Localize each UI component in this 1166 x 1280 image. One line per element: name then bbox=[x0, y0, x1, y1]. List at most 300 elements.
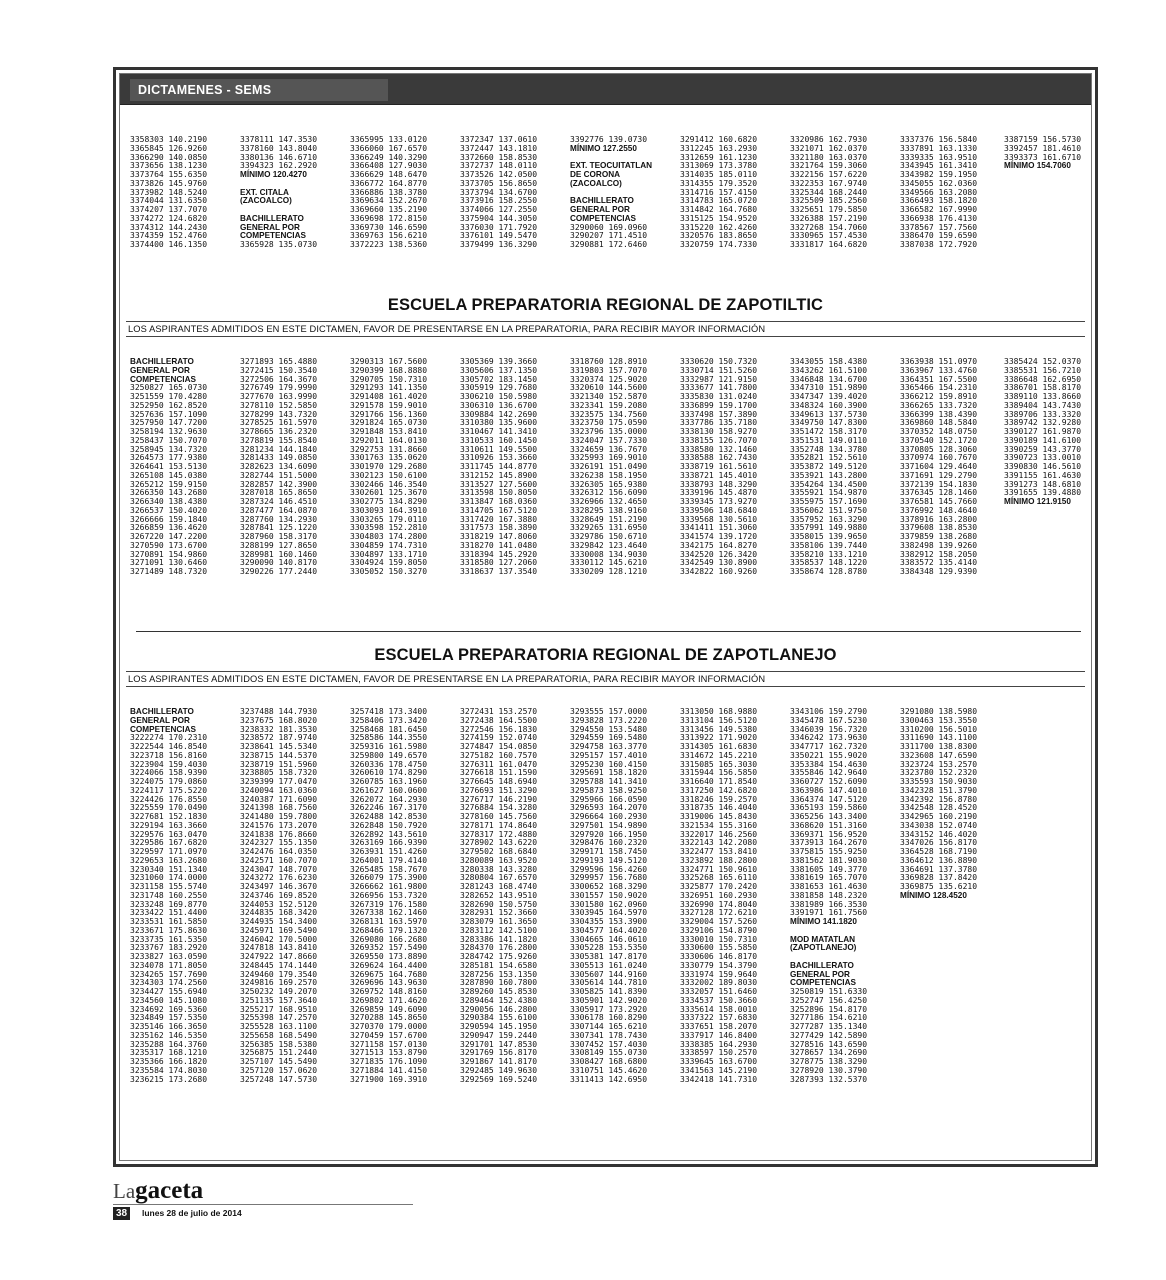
result-entry: 3369763 156.6210 bbox=[350, 231, 428, 241]
group-label: GENERAL POR bbox=[790, 969, 850, 979]
section-header-bar bbox=[120, 74, 1091, 105]
result-entry: 3358674 128.8780 bbox=[790, 567, 868, 576]
footer-rule bbox=[113, 1204, 413, 1205]
result-entry: 3289981 160.1460 bbox=[240, 549, 318, 559]
result-entry: 3350221 155.9020 bbox=[790, 750, 868, 760]
result-entry: 3247818 143.8410 bbox=[240, 943, 318, 953]
result-entry: 3259800 149.6570 bbox=[350, 750, 428, 760]
result-entry: 3276693 151.3290 bbox=[460, 785, 538, 795]
result-entry: 3282744 151.5000 bbox=[240, 470, 318, 480]
result-entry: 3379859 138.2680 bbox=[900, 532, 978, 541]
result-entry: 3250827 165.0730 bbox=[130, 383, 208, 393]
result-entry: 3251559 170.4280 bbox=[130, 392, 208, 401]
result-entry: 3307341 178.7430 bbox=[570, 1030, 648, 1040]
result-entry: 3266350 143.2680 bbox=[130, 488, 208, 498]
result-entry: 3332057 151.6460 bbox=[680, 987, 758, 996]
result-entry: 3281234 144.1840 bbox=[240, 444, 318, 454]
results-column bbox=[790, 708, 867, 1084]
result-entry: 3347347 139.4020 bbox=[790, 392, 868, 401]
result-entry: 3318394 145.2920 bbox=[460, 549, 538, 559]
group-label: COMPETENCIAS bbox=[570, 213, 636, 223]
result-entry: 3339335 163.9510 bbox=[900, 152, 978, 162]
result-entry: 3331974 159.9640 bbox=[680, 969, 758, 979]
result-entry: 3317250 142.6820 bbox=[680, 785, 758, 795]
result-entry: 3337917 146.8400 bbox=[680, 1030, 758, 1040]
result-entry: 3278160 145.7560 bbox=[460, 812, 538, 821]
result-entry: 3317573 158.3890 bbox=[460, 523, 538, 533]
result-entry: 3323575 134.7560 bbox=[570, 409, 648, 419]
result-entry: 3250819 151.6330 bbox=[790, 987, 868, 996]
result-entry: 3352821 152.5610 bbox=[790, 453, 868, 463]
result-entry: 3260785 163.1960 bbox=[350, 777, 428, 786]
result-entry: 3353921 143.2800 bbox=[790, 470, 868, 480]
result-entry: 3243272 176.6230 bbox=[240, 873, 318, 883]
result-entry: 3386648 162.6950 bbox=[1004, 374, 1082, 384]
result-entry: 3257636 157.1090 bbox=[130, 409, 208, 419]
result-entry: 3320576 183.8650 bbox=[680, 231, 758, 241]
result-entry: 3281243 168.4740 bbox=[460, 882, 538, 891]
result-entry: 3264573 177.9380 bbox=[130, 453, 208, 463]
result-entry: 3287960 158.3170 bbox=[240, 532, 318, 541]
result-entry: 3278317 172.4880 bbox=[460, 829, 538, 839]
result-entry: 3326966 132.4650 bbox=[570, 497, 648, 506]
result-entry: 3249816 169.2570 bbox=[240, 978, 318, 988]
result-entry: 3258406 173.3420 bbox=[350, 715, 428, 725]
result-entry: 3290594 145.1950 bbox=[460, 1022, 538, 1031]
result-entry: 3229586 167.6820 bbox=[130, 838, 208, 848]
result-entry: 3331817 164.6820 bbox=[790, 240, 868, 249]
result-entry: 3379499 136.3290 bbox=[460, 240, 538, 249]
result-entry: 3330112 145.6210 bbox=[570, 558, 648, 568]
result-entry: 3302601 125.3670 bbox=[350, 488, 428, 498]
results-column bbox=[130, 358, 207, 577]
result-entry: 3355921 154.9870 bbox=[790, 488, 868, 498]
result-entry: 3274159 152.0740 bbox=[460, 733, 538, 743]
group-label: EXT. TEOCUITATLAN bbox=[570, 161, 653, 171]
result-entry: 3374312 144.2430 bbox=[130, 222, 208, 232]
group-label: MÍNIMO 141.1820 bbox=[790, 917, 857, 926]
result-entry: 3326388 157.2190 bbox=[790, 213, 868, 223]
result-entry: 3341574 139.1720 bbox=[680, 532, 758, 541]
result-entry: 3381619 165.7070 bbox=[790, 873, 868, 883]
result-entry: 3299171 158.7450 bbox=[570, 847, 648, 856]
school-title: ESCUELA PREPARATORIA REGIONAL DE ZAPOTILTIC bbox=[387, 296, 824, 314]
result-entry: 3306178 160.8290 bbox=[570, 1013, 648, 1023]
group-label: BACHILLERATO bbox=[570, 196, 634, 206]
result-entry: 3353384 154.4630 bbox=[790, 759, 868, 769]
result-entry: 3349566 163.2080 bbox=[900, 187, 978, 197]
result-entry: 3308427 168.6800 bbox=[570, 1057, 648, 1066]
result-entry: 3267319 176.1580 bbox=[350, 899, 428, 909]
result-entry: 3326312 156.6090 bbox=[570, 488, 648, 498]
result-entry: 3343945 161.3410 bbox=[900, 161, 978, 171]
result-entry: 3323724 153.2570 bbox=[900, 759, 978, 769]
result-entry: 3343982 159.1950 bbox=[900, 170, 978, 179]
result-entry: 3296664 160.2930 bbox=[570, 812, 648, 821]
result-entry: 3258437 150.7070 bbox=[130, 435, 208, 445]
result-entry: 3292485 149.9630 bbox=[460, 1065, 538, 1075]
results-column bbox=[130, 136, 207, 250]
result-entry: 3304665 146.0610 bbox=[570, 934, 648, 944]
result-entry: 3370352 148.0750 bbox=[900, 427, 978, 436]
result-entry: 3364691 137.3780 bbox=[900, 864, 978, 874]
result-entry: 3309884 142.2690 bbox=[460, 409, 538, 419]
result-entry: 3310533 160.1450 bbox=[460, 435, 538, 445]
result-entry: 3231748 160.2550 bbox=[130, 890, 208, 900]
result-entry: 3380136 146.6710 bbox=[240, 152, 318, 162]
result-entry: 3291769 156.8170 bbox=[460, 1048, 538, 1058]
result-entry: 3366493 158.1820 bbox=[900, 196, 978, 206]
result-entry: 3290090 140.8170 bbox=[240, 558, 318, 568]
result-entry: 3280804 167.6570 bbox=[460, 873, 538, 883]
result-entry: 3338155 126.7070 bbox=[680, 435, 758, 445]
result-entry: 3234427 155.6940 bbox=[130, 987, 208, 996]
result-entry: 3335593 150.9030 bbox=[900, 777, 978, 786]
result-entry: 3303265 179.0110 bbox=[350, 514, 428, 524]
result-entry: 3393373 161.6710 bbox=[1004, 152, 1082, 162]
result-entry: 3357991 149.9880 bbox=[790, 523, 868, 533]
result-entry: 3241398 168.7560 bbox=[240, 803, 318, 813]
result-entry: 3291412 160.6820 bbox=[680, 135, 758, 144]
result-entry: 3276618 151.1590 bbox=[460, 768, 538, 778]
result-entry: 3349750 147.8300 bbox=[790, 418, 868, 428]
result-entry: 3310200 156.5010 bbox=[900, 724, 978, 734]
result-entry: 3329106 154.8790 bbox=[680, 925, 758, 935]
result-entry: 3260336 178.4750 bbox=[350, 759, 428, 769]
result-entry: 3325268 165.6110 bbox=[680, 873, 758, 883]
result-entry: 3294550 153.5480 bbox=[570, 724, 648, 734]
result-entry: 3255398 147.2570 bbox=[240, 1013, 318, 1023]
result-entry: 3337651 158.2070 bbox=[680, 1022, 758, 1031]
result-entry: 3283079 161.3650 bbox=[460, 917, 538, 926]
group-label: COMPETENCIAS bbox=[790, 978, 856, 988]
group-label: GENERAL POR bbox=[130, 365, 190, 375]
result-entry: 3381562 181.9030 bbox=[790, 855, 868, 865]
result-entry: 3323796 135.0000 bbox=[570, 427, 648, 436]
result-entry: 3355975 157.1690 bbox=[790, 497, 868, 506]
result-entry: 3269802 171.4620 bbox=[350, 995, 428, 1005]
results-column bbox=[790, 358, 867, 577]
result-entry: 3343106 159.2790 bbox=[790, 707, 868, 716]
result-entry: 3272438 164.5500 bbox=[460, 715, 538, 725]
result-entry: 3323750 175.0590 bbox=[570, 418, 648, 428]
results-column bbox=[240, 358, 317, 577]
result-entry: 3365256 143.3400 bbox=[790, 812, 868, 821]
result-entry: 3366938 176.4130 bbox=[900, 213, 978, 223]
result-entry: 3376101 149.5470 bbox=[460, 231, 538, 241]
result-entry: 3321071 162.0370 bbox=[790, 143, 868, 153]
result-entry: 3282931 152.3660 bbox=[460, 908, 538, 918]
result-entry: 3325344 168.2440 bbox=[790, 187, 868, 197]
group-label: BACHILLERATO bbox=[130, 707, 194, 716]
result-entry: 3287393 132.5370 bbox=[790, 1074, 868, 1084]
result-entry: 3325651 179.5850 bbox=[790, 205, 868, 214]
gaceta-logo bbox=[113, 1178, 203, 1204]
result-entry: 3304577 164.4020 bbox=[570, 925, 648, 935]
result-entry: 3363967 133.4760 bbox=[900, 365, 978, 375]
result-entry: 3291080 138.5980 bbox=[900, 707, 978, 716]
result-entry: 3277670 163.9990 bbox=[240, 392, 318, 401]
result-entry: 3258468 181.6450 bbox=[350, 724, 428, 734]
result-entry: 3326191 151.0490 bbox=[570, 462, 648, 471]
result-entry: 3358537 148.1220 bbox=[790, 558, 868, 568]
result-entry: 3291293 141.1350 bbox=[350, 383, 428, 393]
result-entry: 3244935 154.3400 bbox=[240, 917, 318, 926]
result-entry: 3381989 166.3530 bbox=[790, 899, 868, 909]
result-entry: 3234265 157.7690 bbox=[130, 969, 208, 979]
result-entry: 3305607 144.9160 bbox=[570, 969, 648, 979]
result-entry: 3356062 151.9750 bbox=[790, 505, 868, 515]
result-entry: 3278110 152.5850 bbox=[240, 400, 318, 410]
result-entry: 3389110 133.8660 bbox=[1004, 392, 1082, 401]
result-entry: 3296593 164.2070 bbox=[570, 803, 648, 813]
result-entry: 3346242 173.9630 bbox=[790, 733, 868, 743]
result-entry: 3375904 144.3050 bbox=[460, 213, 538, 223]
result-entry: 3330209 128.1210 bbox=[570, 567, 648, 576]
results-column bbox=[680, 136, 757, 250]
result-entry: 3372737 148.0110 bbox=[460, 161, 538, 171]
result-entry: 3313847 168.0360 bbox=[460, 497, 538, 506]
result-entry: 3264001 179.4140 bbox=[350, 855, 428, 865]
result-entry: 3292569 169.5240 bbox=[460, 1074, 538, 1084]
result-entry: 3389706 133.3320 bbox=[1004, 409, 1082, 419]
result-entry: 3262488 142.8530 bbox=[350, 812, 428, 821]
result-entry: 3364374 147.5120 bbox=[790, 794, 868, 804]
result-entry: 3373705 156.8650 bbox=[460, 178, 538, 188]
result-entry: 3294559 169.5480 bbox=[570, 733, 648, 743]
group-label: (ZAPOTLANEJO) bbox=[790, 943, 857, 953]
result-entry: 3339645 163.6700 bbox=[680, 1057, 758, 1066]
result-entry: 3347026 156.8170 bbox=[900, 838, 978, 848]
result-entry: 3287760 134.2930 bbox=[240, 514, 318, 524]
result-entry: 3303093 164.3910 bbox=[350, 505, 428, 515]
result-entry: 3235317 168.1210 bbox=[130, 1048, 208, 1058]
result-entry: 3351472 158.3170 bbox=[790, 427, 868, 436]
result-entry: 3249460 179.3540 bbox=[240, 969, 318, 979]
result-entry: 3338130 158.9270 bbox=[680, 427, 758, 436]
result-entry: 3312245 163.2930 bbox=[680, 143, 758, 153]
result-entry: 3276645 148.6940 bbox=[460, 777, 538, 786]
result-entry: 3242476 164.0350 bbox=[240, 847, 318, 856]
result-entry: 3342328 151.3790 bbox=[900, 785, 978, 795]
result-entry: 3305919 129.7680 bbox=[460, 383, 538, 393]
result-entry: 3288199 127.8650 bbox=[240, 540, 318, 550]
result-entry: 3313104 156.5120 bbox=[680, 715, 758, 725]
result-entry: 3315220 162.4260 bbox=[680, 222, 758, 232]
result-entry: 3262072 164.2930 bbox=[350, 794, 428, 804]
result-entry: 3335614 158.0010 bbox=[680, 1004, 758, 1014]
result-entry: 3323780 152.2320 bbox=[900, 768, 978, 778]
result-entry: 3276749 179.9990 bbox=[240, 383, 318, 393]
result-entry: 3318219 147.8060 bbox=[460, 532, 538, 541]
result-entry: 3278516 143.6590 bbox=[790, 1039, 868, 1049]
result-entry: 3329265 131.6950 bbox=[570, 523, 648, 533]
result-entry: 3291766 156.1360 bbox=[350, 409, 428, 419]
result-entry: 3381605 149.3770 bbox=[790, 864, 868, 874]
result-entry: 3318637 137.3540 bbox=[460, 567, 538, 576]
result-entry: 3342965 160.2190 bbox=[900, 812, 978, 821]
result-entry: 3291867 141.8170 bbox=[460, 1057, 538, 1066]
group-label: COMPETENCIAS bbox=[240, 231, 306, 241]
result-entry: 3326238 158.1950 bbox=[570, 470, 648, 480]
result-entry: 3290207 171.4510 bbox=[570, 231, 648, 241]
result-entry: 3337786 135.7180 bbox=[680, 418, 758, 428]
group-label: MÍNIMO 120.4270 bbox=[240, 170, 307, 179]
result-entry: 3268131 163.5970 bbox=[350, 917, 428, 926]
result-entry: 3342548 128.4520 bbox=[900, 803, 978, 813]
result-entry: 3338580 132.1460 bbox=[680, 444, 758, 454]
result-entry: 3337498 157.3890 bbox=[680, 409, 758, 419]
section-header-title: DICTAMENES - SEMS bbox=[130, 79, 388, 101]
group-label: MÍNIMO 121.9150 bbox=[1004, 497, 1071, 506]
result-entry: 3234560 145.1080 bbox=[130, 995, 208, 1005]
result-entry: 3373656 138.1230 bbox=[130, 161, 208, 171]
result-entry: 3272415 150.3540 bbox=[240, 365, 318, 375]
result-entry: 3305381 147.8170 bbox=[570, 952, 648, 961]
result-entry: 3282623 134.6090 bbox=[240, 462, 318, 471]
result-entry: 3274847 154.0850 bbox=[460, 742, 538, 751]
result-entry: 3365466 154.2310 bbox=[900, 383, 978, 393]
result-entry: 3271513 153.8790 bbox=[350, 1048, 428, 1058]
result-entry: 3299596 156.4260 bbox=[570, 864, 648, 874]
result-entry: 3310751 145.4620 bbox=[570, 1065, 648, 1075]
result-entry: 3269352 157.5490 bbox=[350, 943, 428, 953]
result-entry: 3314842 164.7680 bbox=[680, 205, 758, 214]
results-column bbox=[460, 708, 537, 1084]
result-entry: 3383572 135.4140 bbox=[900, 558, 978, 568]
result-entry: 3314716 157.4150 bbox=[680, 187, 758, 197]
results-column bbox=[130, 708, 207, 1084]
result-entry: 3229194 163.3660 bbox=[130, 820, 208, 830]
result-entry: 3330010 150.7310 bbox=[680, 934, 758, 944]
result-entry: 3318246 159.2570 bbox=[680, 794, 758, 804]
result-entry: 3329004 157.5260 bbox=[680, 917, 758, 926]
result-entry: 3269696 143.9630 bbox=[350, 978, 428, 988]
group-label: BACHILLERATO bbox=[790, 960, 854, 970]
result-entry: 3325509 185.2560 bbox=[790, 196, 868, 206]
result-entry: 3290705 150.7310 bbox=[350, 374, 428, 384]
result-entry: 3324771 150.9610 bbox=[680, 864, 758, 874]
result-entry: 3318270 141.0480 bbox=[460, 540, 538, 550]
result-entry: 3299957 156.7680 bbox=[570, 873, 648, 883]
result-entry: 3257248 147.5730 bbox=[240, 1074, 318, 1084]
result-entry: 3389742 132.9280 bbox=[1004, 418, 1082, 428]
results-column bbox=[900, 358, 977, 577]
result-entry: 3342175 164.8270 bbox=[680, 540, 758, 550]
result-entry: 3278902 143.6220 bbox=[460, 838, 538, 848]
result-entry: 3269550 173.8890 bbox=[350, 952, 428, 961]
results-column bbox=[680, 358, 757, 577]
section-sems bbox=[126, 114, 1085, 304]
result-entry: 3378916 163.2800 bbox=[900, 514, 978, 524]
result-entry: 3387038 172.7920 bbox=[900, 240, 978, 249]
result-entry: 3233671 175.8630 bbox=[130, 925, 208, 935]
result-entry: 3338385 164.2930 bbox=[680, 1039, 758, 1049]
result-entry: 3304859 174.7310 bbox=[350, 540, 428, 550]
result-entry: 3321340 152.5870 bbox=[570, 392, 648, 401]
result-entry: 3314705 167.5120 bbox=[460, 505, 538, 515]
result-entry: 3339345 173.9270 bbox=[680, 497, 758, 506]
result-entry: 3234849 157.5350 bbox=[130, 1013, 208, 1023]
result-entry: 3291848 153.8410 bbox=[350, 427, 428, 436]
result-entry: 3301763 135.0620 bbox=[350, 453, 428, 463]
result-entry: 3329786 150.6710 bbox=[570, 532, 648, 541]
result-entry: 3244053 152.5120 bbox=[240, 899, 318, 909]
result-entry: 3314305 161.6830 bbox=[680, 742, 758, 751]
result-entry: 3243047 148.7070 bbox=[240, 864, 318, 874]
result-entry: 3332002 189.8030 bbox=[680, 978, 758, 988]
result-entry: 3233248 169.8770 bbox=[130, 899, 208, 909]
result-entry: 3314672 145.2210 bbox=[680, 750, 758, 760]
result-entry: 3320374 125.9020 bbox=[570, 374, 648, 384]
result-entry: 3321180 163.0370 bbox=[790, 152, 868, 162]
result-entry: 3305606 137.1350 bbox=[460, 365, 538, 375]
results-column bbox=[570, 708, 647, 1084]
result-entry: 3322017 146.2560 bbox=[680, 829, 758, 839]
result-entry: 3256875 151.2440 bbox=[240, 1048, 318, 1058]
page-frame-inner bbox=[119, 73, 1092, 1161]
result-entry: 3374400 146.1350 bbox=[130, 240, 208, 249]
result-entry: 3372660 158.8530 bbox=[460, 152, 538, 162]
result-entry: 3233767 183.2920 bbox=[130, 943, 208, 953]
result-entry: 3324659 136.7670 bbox=[570, 444, 648, 454]
result-entry: 3365845 126.9260 bbox=[130, 143, 208, 153]
results-column bbox=[1004, 358, 1081, 507]
result-entry: 3240387 171.6090 bbox=[240, 794, 318, 804]
result-entry: 3238805 158.7320 bbox=[240, 768, 318, 778]
result-entry: 3366212 159.8910 bbox=[900, 392, 978, 401]
result-entry: 3329842 123.4640 bbox=[570, 540, 648, 550]
result-entry: 3328649 151.2190 bbox=[570, 514, 648, 524]
result-entry: 3231158 155.5740 bbox=[130, 882, 208, 891]
result-entry: 3330714 151.5260 bbox=[680, 365, 758, 375]
result-entry: 3391971 161.7560 bbox=[790, 908, 868, 918]
result-entry: 3255658 168.5490 bbox=[240, 1030, 318, 1040]
result-entry: 3276884 154.3280 bbox=[460, 803, 538, 813]
result-entry: 3235366 166.1820 bbox=[130, 1057, 208, 1066]
result-entry: 3310380 135.9600 bbox=[460, 418, 538, 428]
result-entry: 3265485 158.7670 bbox=[350, 864, 428, 874]
result-entry: 3270370 179.0000 bbox=[350, 1022, 428, 1031]
result-entry: 3390830 146.5610 bbox=[1004, 462, 1082, 471]
result-entry: 3315085 165.3030 bbox=[680, 759, 758, 769]
result-entry: 3371691 129.2790 bbox=[900, 470, 978, 480]
result-entry: 3287841 125.1220 bbox=[240, 523, 318, 533]
result-entry: 3382912 158.2050 bbox=[900, 549, 978, 559]
result-entry: 3390723 133.0010 bbox=[1004, 453, 1082, 463]
result-entry: 3284742 175.9260 bbox=[460, 952, 538, 961]
result-entry: 3372139 154.1830 bbox=[900, 479, 978, 489]
result-entry: 3330965 157.4530 bbox=[790, 231, 868, 241]
result-entry: 3258945 134.7320 bbox=[130, 444, 208, 454]
result-entry: 3290881 172.6460 bbox=[570, 240, 648, 249]
result-entry: 3320610 144.5600 bbox=[570, 383, 648, 393]
result-entry: 3366582 167.9990 bbox=[900, 205, 978, 214]
result-entry: 3372223 138.5360 bbox=[350, 240, 428, 249]
result-entry: 3318760 128.8910 bbox=[570, 357, 648, 366]
result-entry: 3290947 159.2440 bbox=[460, 1030, 538, 1040]
result-entry: 3341411 151.3060 bbox=[680, 523, 758, 533]
result-entry: 3224075 179.0860 bbox=[130, 777, 208, 786]
result-entry: 3251135 157.3640 bbox=[240, 995, 318, 1005]
result-entry: 3305369 139.3660 bbox=[460, 357, 538, 366]
result-entry: 3242571 160.7070 bbox=[240, 855, 318, 865]
result-entry: 3284370 176.2800 bbox=[460, 943, 538, 953]
result-entry: 3338719 161.5610 bbox=[680, 462, 758, 471]
result-entry: 3372347 137.0610 bbox=[460, 135, 538, 144]
result-entry: 3320986 162.7930 bbox=[790, 135, 868, 144]
result-entry: 3238641 145.5340 bbox=[240, 742, 318, 751]
